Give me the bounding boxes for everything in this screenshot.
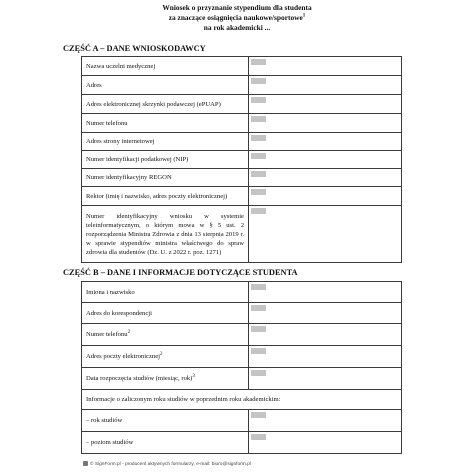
table-row (82, 114, 402, 133)
section-a-table (81, 56, 402, 263)
field-label: Adres do korespondencji (82, 303, 249, 324)
field-label: Numer telefonu (82, 114, 249, 133)
website-field[interactable] (249, 133, 402, 151)
input-field[interactable] (251, 326, 266, 332)
regon-field[interactable] (249, 169, 402, 187)
table-row (82, 324, 402, 346)
table-row (82, 57, 402, 76)
input-field[interactable] (251, 208, 266, 214)
phone-field[interactable] (249, 114, 402, 133)
field-label: Numer identyfikacji podatkowej (NIP) (82, 151, 249, 169)
table-row (82, 95, 402, 114)
table-row (82, 346, 402, 368)
signform-logo-icon (83, 461, 88, 466)
footer-text[interactable]: © SignForm.pl - producent aktywnych formularzy, e-mail: biuro@signform.pl (90, 461, 251, 467)
table-row (82, 76, 402, 95)
document-title (0, 3, 474, 33)
section-b-table (81, 281, 402, 454)
field-label: Adres strony internetowej (82, 133, 249, 151)
title-line-1: Wniosek o przyznanie stypendium dla studenta (162, 3, 312, 12)
field-label: Imiona i nazwisko (82, 282, 249, 303)
input-field[interactable] (251, 59, 266, 65)
field-label: – rok studiów (82, 410, 249, 432)
address-field[interactable] (249, 76, 402, 95)
title-line-2: za znaczące osiągnięcia naukowe/sportowe$^1$ (168, 13, 306, 22)
rector-field[interactable] (249, 187, 402, 206)
table-row (82, 390, 402, 410)
input-field[interactable] (251, 305, 266, 311)
field-label: Numer telefonu$^2$ (82, 324, 249, 346)
level-of-study-field[interactable] (249, 432, 402, 454)
footnote-marker: 1 (302, 13, 306, 19)
field-label: Adres (82, 76, 249, 95)
table-row (82, 133, 402, 151)
input-field[interactable] (251, 135, 266, 141)
input-field[interactable] (251, 189, 266, 195)
table-row (82, 410, 402, 432)
application-id-field[interactable] (249, 206, 402, 263)
year-of-study-field[interactable] (249, 410, 402, 432)
field-label: Data rozpoczęcia studiów (miesiąc, rok)$^3$ (82, 368, 249, 390)
mailing-address-field[interactable] (249, 303, 402, 324)
input-field[interactable] (251, 348, 266, 354)
university-name-field[interactable] (249, 57, 402, 76)
input-field[interactable] (251, 370, 266, 376)
study-start-date-field[interactable] (249, 368, 402, 390)
field-label: – poziom studiów (82, 432, 249, 454)
title-line-3: na rok akademicki ... (203, 23, 271, 32)
section-b-heading: CZĘŚĆ B – DANE I INFORMACJE DOTYCZĄCE STUDENTA (63, 268, 298, 277)
field-label: Numer identyfikacyjny wniosku w systemie teleinformatycznym, o którym mowa w § 5 ust. 2 rozporządzenia Ministra Zdrowia z dnia 13 sierpnia 2019 r. w sprawie stypendiów ministra właściwego do spraw zdrowia dla studentów (Dz. U. z 2022 r. poz. 1271) (82, 206, 249, 263)
section-a-heading: CZĘŚĆ A – DANE WNIOSKODAWCY (63, 44, 206, 53)
epuap-field[interactable] (249, 95, 402, 114)
student-phone-field[interactable] (249, 324, 402, 346)
field-label: Rektor (imię i nazwisko, adres poczty elektronicznej) (82, 187, 249, 206)
student-email-field[interactable] (249, 346, 402, 368)
table-row (82, 187, 402, 206)
input-field[interactable] (251, 434, 266, 440)
field-label: Adres poczty elektronicznej$^2$ (82, 346, 249, 368)
full-name-field[interactable] (249, 282, 402, 303)
footnote-marker: 3 (192, 373, 195, 379)
input-field[interactable] (251, 171, 266, 177)
field-label: Numer identyfikacyjny REGON (82, 169, 249, 187)
input-field[interactable] (251, 153, 266, 159)
field-label: Adres elektronicznej skrzynki podawczej (ePUAP) (82, 95, 249, 114)
nip-field[interactable] (249, 151, 402, 169)
table-row (82, 206, 402, 263)
table-row (82, 169, 402, 187)
footer (83, 461, 251, 468)
footnote-marker: 2 (159, 351, 163, 357)
input-field[interactable] (251, 412, 266, 418)
input-field[interactable] (251, 78, 266, 84)
field-label: Nazwa uczelni medycznej (82, 57, 249, 76)
input-field[interactable] (251, 97, 266, 103)
table-row (82, 303, 402, 324)
table-row (82, 151, 402, 169)
table-row (82, 432, 402, 454)
input-field[interactable] (251, 284, 266, 290)
input-field[interactable] (251, 116, 266, 122)
previous-year-info-label: Informacje o zaliczonym roku studiów w poprzednim roku akademickim: (82, 390, 402, 410)
footnote-marker: 2 (127, 329, 131, 335)
table-row (82, 282, 402, 303)
table-row (82, 368, 402, 390)
